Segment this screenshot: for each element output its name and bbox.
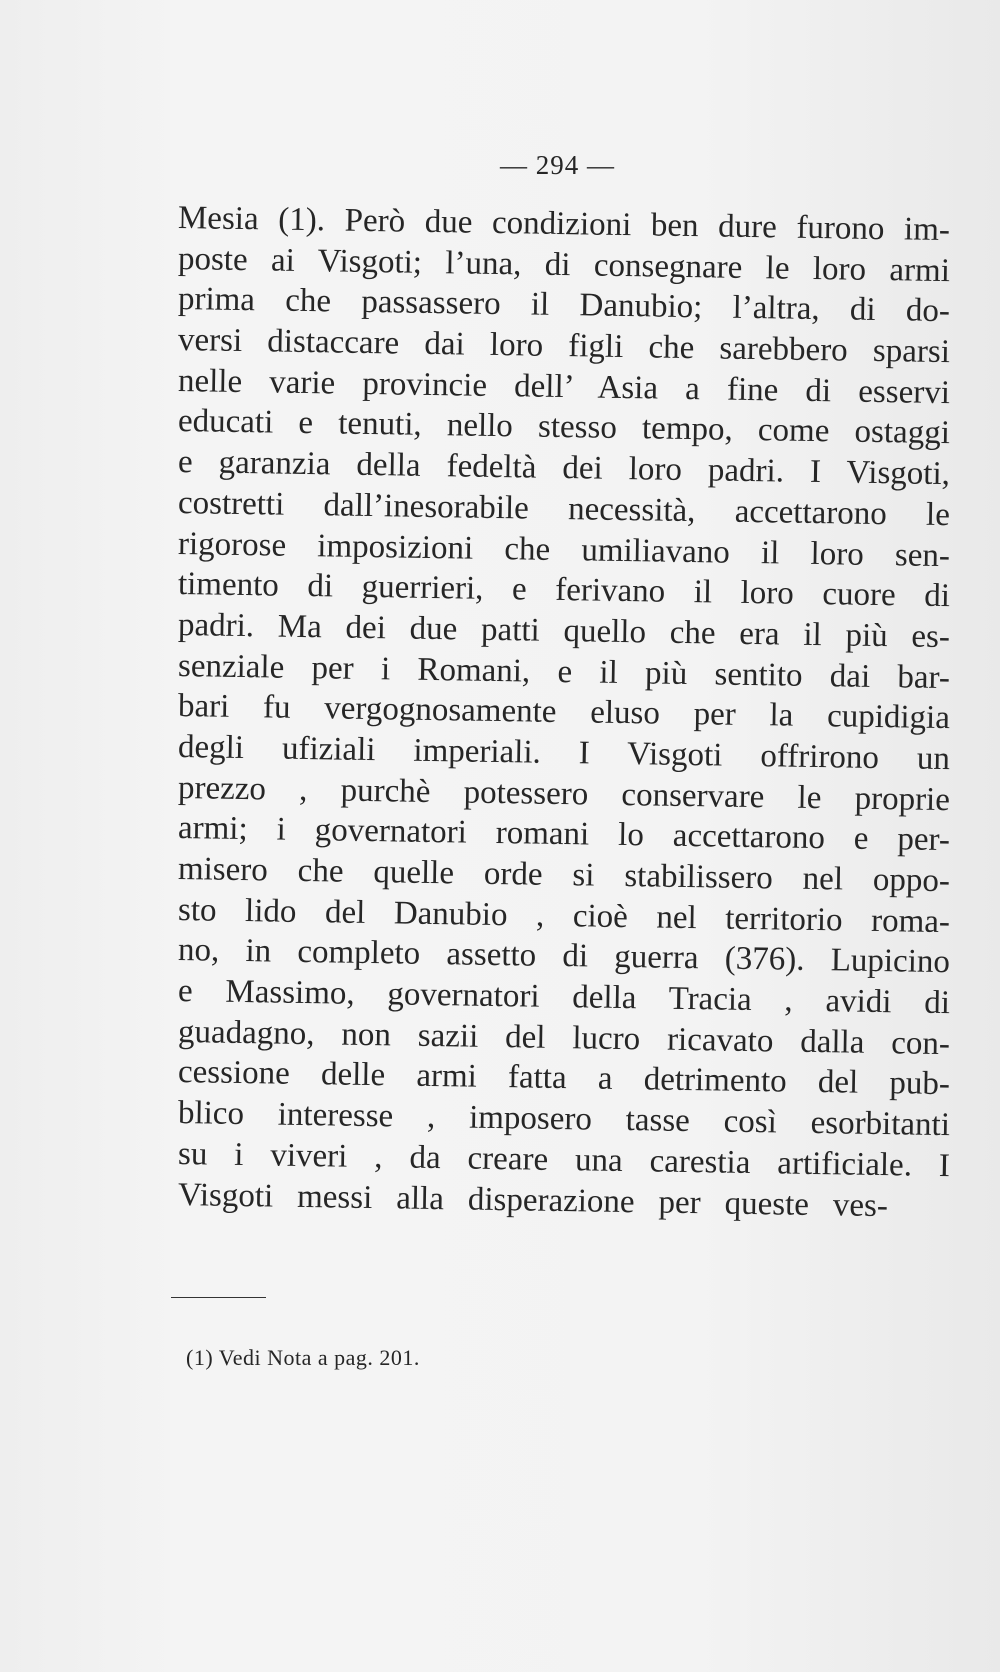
text-line: su i viveri , da creare una carestia artificiale. I bbox=[177, 1135, 951, 1184]
text-line: rigorose imposizioni che umiliavano il loro sen- bbox=[177, 525, 951, 574]
text-line: educati e tenuti, nello stesso tempo, come ostaggi bbox=[177, 403, 951, 452]
text-line: blico interesse , imposero tasse così esorbitanti bbox=[177, 1095, 951, 1144]
text-line: armi; i governatori romani lo accettarono e per- bbox=[177, 810, 951, 859]
text-line: prezzo , purchè potessero conservare le proprie bbox=[177, 769, 951, 818]
text-line: misero che quelle orde si stabilissero nel oppo- bbox=[177, 851, 951, 900]
footnote: (1) Vedi Nota a pag. 201. bbox=[186, 1345, 420, 1370]
text-line: senziale per i Romani, e il più sentito dai bar- bbox=[177, 647, 951, 696]
text-line: versi distaccare dai loro figli che sarebbero sparsi bbox=[177, 322, 951, 371]
text-line: no, in completo assetto di guerra (376). Lupicino bbox=[177, 932, 951, 981]
text-line: e garanzia della fedeltà dei loro padri. I Visgoti, bbox=[177, 444, 951, 493]
text-line: guadagno, non sazii del lucro ricavato dalla con- bbox=[177, 1013, 951, 1062]
text-line: padri. Ma dei due patti quello che era il più es- bbox=[177, 606, 951, 655]
text-line: bari fu vergognosamente eluso per la cupidigia bbox=[177, 688, 951, 737]
text-line: degli ufiziali imperiali. I Visgoti offrirono un bbox=[177, 728, 951, 778]
text-line: nelle varie provincie dell’ Asia a fine di esservi bbox=[177, 362, 951, 411]
text-line: cessione delle armi fatta a detrimento del pub- bbox=[177, 1054, 951, 1103]
footnote-divider bbox=[171, 1297, 266, 1298]
text-line: poste ai Visgoti; l’una, di consegnare le loro armi bbox=[177, 240, 951, 289]
text-line: prima che passassero il Danubio; l’altra, di do- bbox=[177, 281, 951, 330]
text-line: e Massimo, governatori della Tracia , avidi di bbox=[177, 973, 951, 1022]
text-line: timento di guerrieri, e ferivano il loro cuore di bbox=[177, 566, 951, 615]
text-line: sto lido del Danubio , cioè nel territorio roma- bbox=[177, 891, 951, 940]
text-line: costretti dall’inesorabile necessità, accettarono le bbox=[177, 484, 951, 533]
text-line: Mesia (1). Però due condizioni ben dure furono im- bbox=[177, 200, 951, 249]
text-line: Visgoti messi alla disperazione per queste ves- bbox=[177, 1176, 889, 1224]
body-text bbox=[177, 198, 951, 1224]
page-number: — 294 — bbox=[500, 150, 615, 180]
